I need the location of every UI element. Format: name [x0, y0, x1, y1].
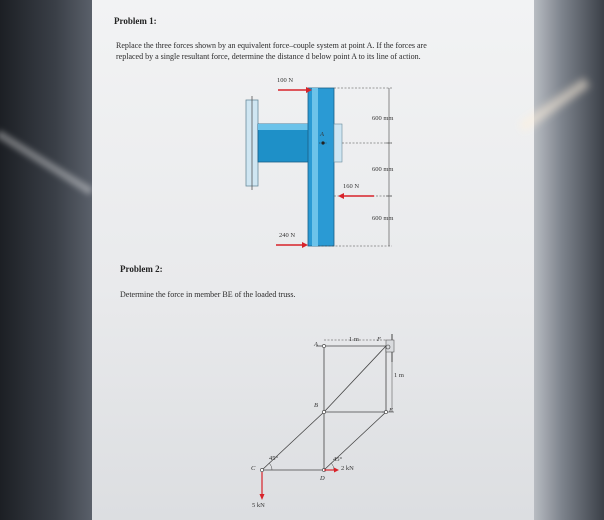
label-160n: 160 N	[343, 183, 360, 190]
label-point-a: A	[320, 131, 324, 138]
load-label-2kn: 2 kN	[341, 465, 354, 472]
problem2-title: Problem 2:	[120, 264, 163, 274]
label-dim3: 600 mm	[372, 215, 394, 222]
member-bf	[324, 346, 386, 412]
problem1-title: Problem 1:	[114, 16, 157, 26]
problem2-text-line1: Determine the force in member BE of the loaded truss.	[120, 290, 296, 299]
truss-dim-right-label: 1 m	[394, 372, 404, 379]
label-dim2: 600 mm	[372, 166, 394, 173]
angle-label-c: 45°	[269, 455, 279, 462]
problem1-text-line1: Replace the three forces shown by an equivalent force–couple system at point A. If the forces are	[116, 41, 427, 50]
node-label-e: E	[389, 407, 393, 414]
node-label-f: F	[377, 336, 381, 343]
node-label-c: C	[251, 465, 256, 472]
node-label-a: A	[314, 341, 318, 348]
truss-dim-top-label: 1 m	[349, 336, 359, 343]
label-240n: 240 N	[279, 232, 296, 239]
label-dim1: 600 mm	[372, 115, 394, 122]
node-label-d: D	[320, 475, 325, 482]
label-100n: 100 N	[277, 77, 294, 84]
node-label-b: B	[314, 402, 318, 409]
load-label-5kn: 5 kN	[252, 502, 265, 509]
problem1-text-line2: replaced by a single resultant force, determine the distance d below point A to its line of action.	[116, 52, 421, 61]
angle-label-d: 45°	[333, 456, 343, 463]
